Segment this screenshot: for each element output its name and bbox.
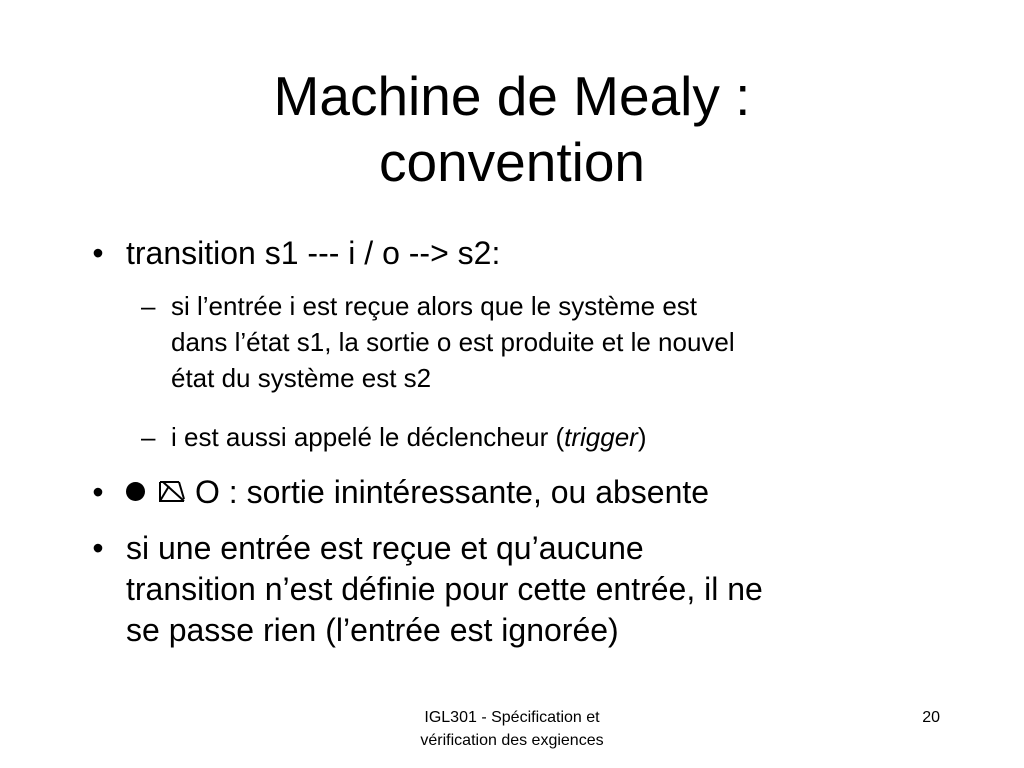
bullet-line: transition n’est définie pour cette entrée, il ne [126,571,763,607]
bullet-text: O : sortie inintéressante, ou absente [195,474,710,510]
trigger-text-before: i est aussi appelé le déclencheur ( [171,422,565,452]
title-line-1: Machine de Mealy : [273,65,751,127]
filled-circle-icon [126,482,145,501]
footer-course-title [362,706,662,752]
dash-marker: – [141,422,156,452]
bullet-text: transition s1 --- i / o --> s2: [126,235,501,271]
subbullet-explanation [141,288,921,396]
bullet-line: se passe rien (l’entrée est ignorée) [126,612,619,648]
bullet-marker: • [92,235,104,271]
no-symbol-icon [157,476,187,506]
footer-line-1: IGL301 - Spécification et [424,709,600,726]
bullet-marker: • [92,474,104,510]
subbullet-line: dans l’état s1, la sortie o est produite et le nouvel [171,327,735,357]
subbullet-line: si l’entrée i est reçue alors que le système est [171,291,698,321]
trigger-text-after: ) [637,422,647,452]
bullet-line: si une entrée est reçue et qu’aucune [126,530,644,566]
subbullet-trigger [141,419,921,455]
slide-title [0,63,1024,195]
footer-line-2: vérification des exgiences [420,732,604,749]
page-number: 20 [922,709,940,726]
bullet-marker: • [92,530,104,566]
bullet-output-convention [92,472,926,513]
bullet-no-transition [92,528,926,651]
subbullet-line: état du système est s2 [171,363,432,393]
trigger-text-italic: trigger [564,422,638,452]
dash-marker: – [141,291,156,321]
title-line-2: convention [378,131,646,193]
bullet-transition [92,233,926,274]
